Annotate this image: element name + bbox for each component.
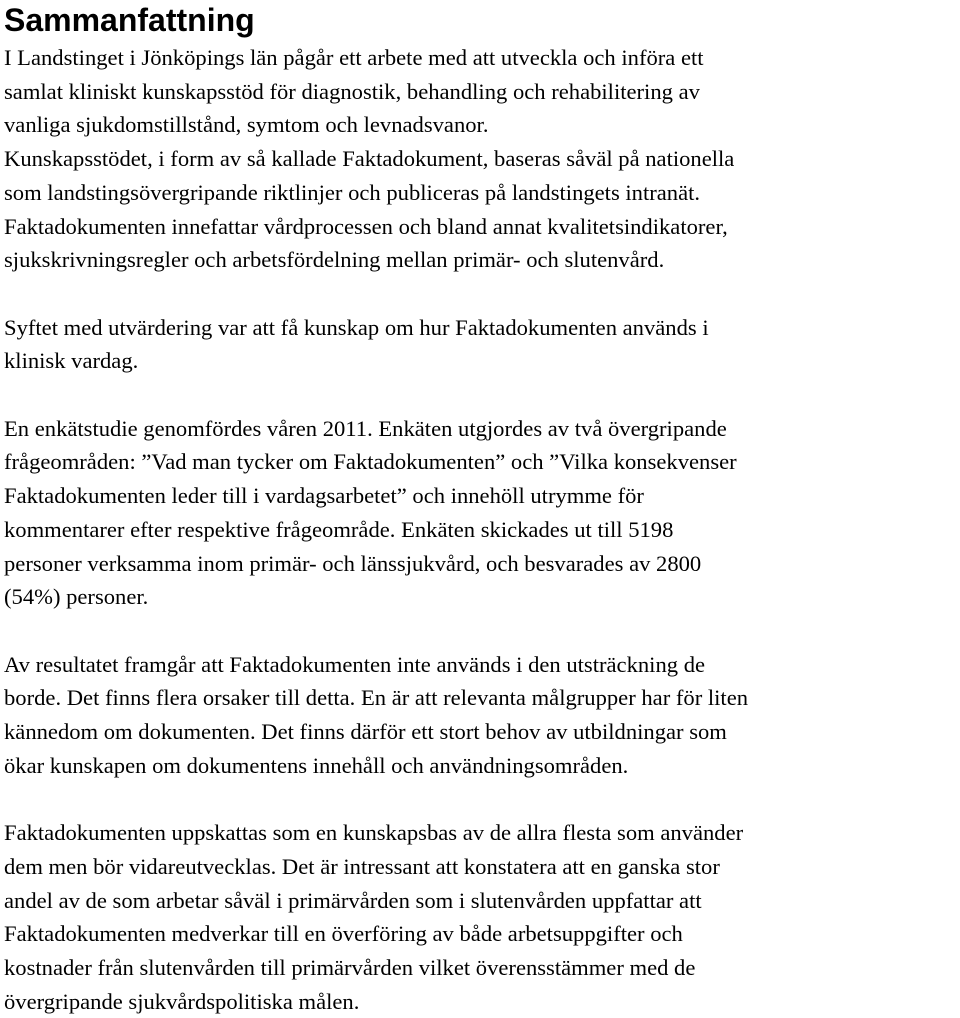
paragraph-conclusions: Faktadokumenten uppskattas som en kunskapsbas av de allra flesta som använder dem men bör vidareutvecklas. Det är intressant att konstatera att en ganska stor andel av de som arbetar såväl i primärvården som i slutenvården uppfattar att Faktadokumenten medverkar till en överföring av både arbetsuppgifter och kostnader från slutenvården till primärvården vilket överensstämmer med de övergripande sjukvårdspolitiska målen. — [4, 820, 744, 1014]
paragraph-background: I Landstinget i Jönköpings län pågår ett arbete med att utveckla och införa ett samlat kliniskt kunskapsstöd för diagnostik, behandling och rehabilitering av vanliga sjukdomstillstånd, symtom och levnadsvanor. Kunskapsstödet, i form av så kallade Faktadokument, baseras såväl på nationella som landstingsövergripande riktlinjer och publiceras på landstingets intranät. Faktadokumenten innefattar vårdprocessen och bland annat kvalitetsindikatorer, sjukskrivningsregler och arbetsfördelning mellan primär- och slutenvård. — [4, 45, 735, 273]
paragraph-method: En enkätstudie genomfördes våren 2011. Enkäten utgjordes av två övergripande frågeområden: ”Vad man tycker om Faktadokumenten” och ”Vilka konsekvenser Faktadokumenten leder till i vardagsarbetet” och innehöll utrymme för kommentarer efter respektive frågeområde. Enkäten skickades ut till 5198 personer verksamma inom primär- och länssjukvård, och besvarades av 2800 (54%) personer. — [4, 415, 737, 610]
page-title: Sammanfattning — [4, 2, 255, 38]
paragraph-purpose: Syftet med utvärdering var att få kunskap om hur Faktadokumenten används i klinisk vardag. — [4, 314, 709, 374]
document-body — [4, 0, 956, 1018]
paragraph-results: Av resultatet framgår att Faktadokumenten inte används i den utsträckning de borde. Det finns flera orsaker till detta. En är att relevanta målgrupper har för liten kännedom om dokumenten. Det finns därför ett stort behov av utbildningar som ökar kunskapen om dokumentens innehåll och användningsområden. — [4, 651, 749, 778]
